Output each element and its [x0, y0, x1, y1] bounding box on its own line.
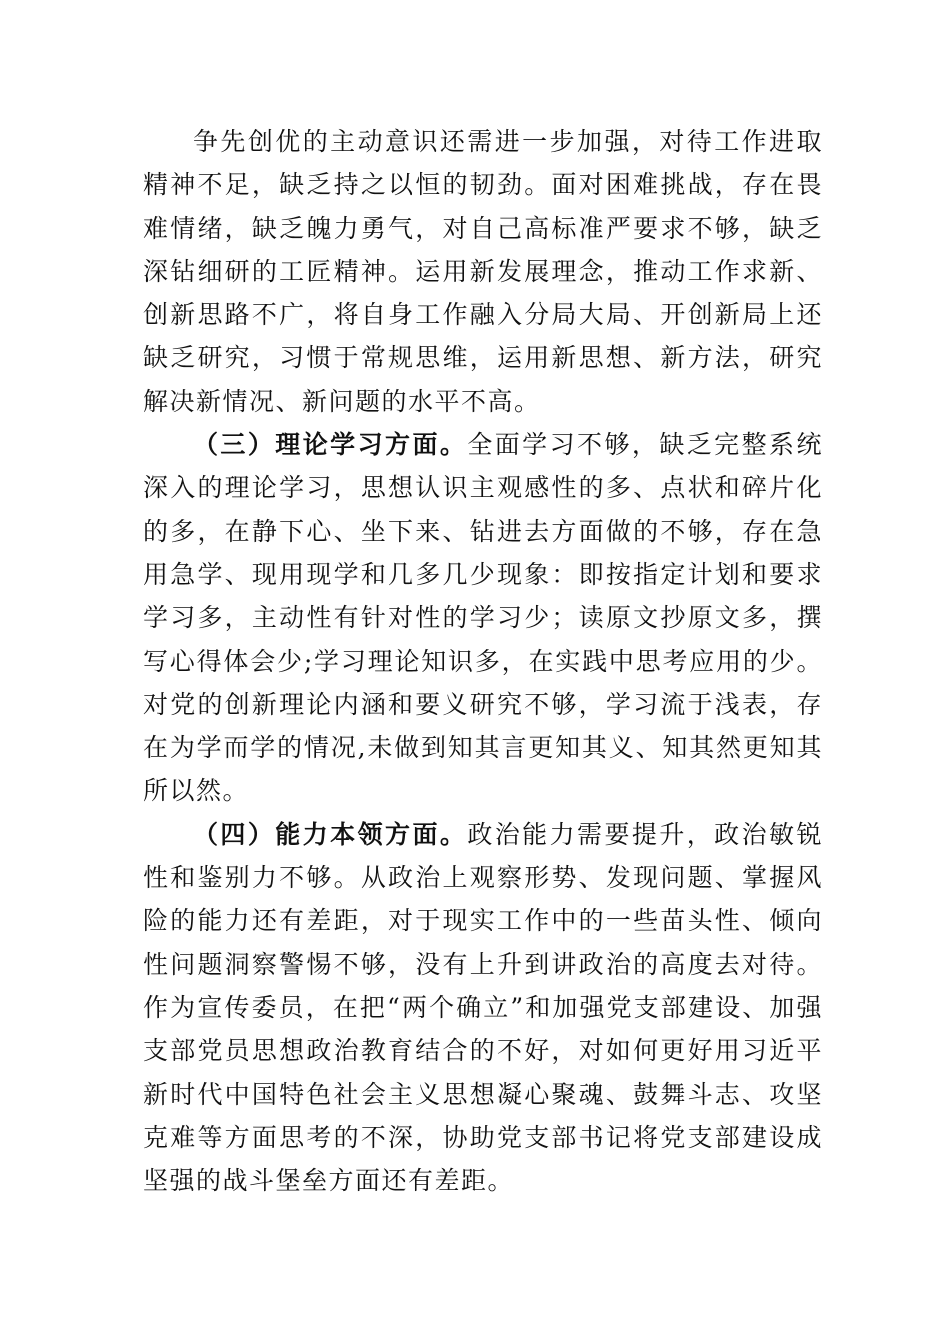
paragraph-initiative [143, 120, 823, 423]
paragraph-text: 全面学习不够，缺乏完整系统深入的理论学习，思想认识主观感性的多、点状和碎片化的多，在静下心、坐下来、钻进去方面做的不够，存在急用急学、现用现学和几多几少现象：即按指定计划和要求学习多，主动性有针对性的学习少；读原文抄原文多，撰写心得体会少;学习理论知识多，在实践中思考应用的少。对党的创新理论内涵和要义研究不够，学习流于浅表，存在为学而学的情况,未做到知其言更知其义、知其然更知其所以然。 [143, 430, 823, 806]
paragraph-heading: （四）能力本领方面。 [193, 819, 468, 849]
document-body [143, 120, 823, 1202]
paragraph-theory-study [143, 423, 823, 813]
paragraph-text: 政治能力需要提升，政治敏锐性和鉴别力不够。从政治上观察形势、发现问题、掌握风险的能力还有差距，对于现实工作中的一些苗头性、倾向性问题洞察警惕不够，没有上升到讲政治的高度去对待。作为宣传委员，在把“两个确立”和加强党支部建设、加强支部党员思想政治教育结合的不好，对如何更好用习近平新时代中国特色社会主义思想凝心聚魂、鼓舞斗志、攻坚克难等方面思考的不深，协助党支部书记将党支部建设成坚强的战斗堡垒方面还有差距。 [143, 819, 823, 1196]
paragraph-heading: （三）理论学习方面。 [193, 430, 468, 460]
paragraph-text: 争先创优的主动意识还需进一步加强，对待工作进取精神不足，缺乏持之以恒的韧劲。面对困难挑战，存在畏难情绪，缺乏魄力勇气，对自己高标准严要求不够，缺乏深钻细研的工匠精神。运用新发展理念，推动工作求新、创新思路不广，将自身工作融入分局大局、开创新局上还缺乏研究，习惯于常规思维，运用新思想、新方法，研究解决新情况、新问题的水平不高。 [143, 127, 823, 416]
paragraph-ability [143, 813, 823, 1203]
